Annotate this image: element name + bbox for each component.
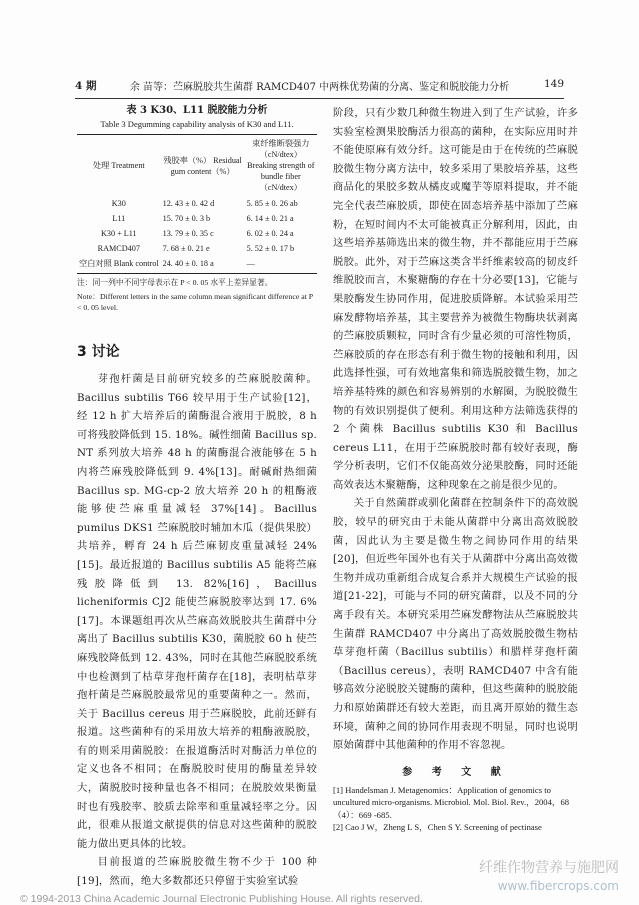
- col-header-strength: 束纤维断裂强力（cN/dtex） Breaking strength of bundle fiber（cN/dtex）: [245, 135, 317, 197]
- table-row: [77, 211, 317, 226]
- references-title: 参 考 文 献: [402, 766, 509, 778]
- paragraph: 目前报道的苎麻脱胶微生物不少于 100 种[19]，然而，绝大多数都还只停留于实验室试验: [77, 856, 317, 888]
- issue-number: 4 期: [75, 80, 97, 92]
- strength-cell: 5. 52 ± 0. 17 b: [246, 244, 295, 253]
- strength-cell: —: [245, 256, 317, 274]
- table-caption-en: Table 3 Degumming capability analysis of K30 and L11.: [100, 119, 294, 129]
- table-block: [77, 104, 317, 313]
- table-row: [77, 196, 317, 211]
- reference-item: [1] Handelsman J. Metagenomics：Application of genomics to uncultured micro-organisms. Microbiol. Mol. Biol. Rev.，2004，68（4）：669 -685.: [333, 784, 570, 820]
- treatment-cell: 空白对照 Blank control: [77, 256, 161, 274]
- header-rule: [75, 98, 564, 99]
- running-title: 余 苗等：苎麻脱胶共生菌群 RAMCD407 中两株优势菌的分离、鉴定和脱胶能力分析: [129, 82, 510, 93]
- left-body: [77, 370, 317, 891]
- treatment-cell: K30: [111, 199, 126, 208]
- watermark-en: www.fibercrops.com: [497, 879, 619, 893]
- watermark-cn: 纤维作物营养与施肥网: [479, 860, 619, 876]
- running-header: [75, 78, 564, 96]
- strength-cell: 5. 85 ± 0. 26 ab: [246, 199, 298, 208]
- degumming-table: [77, 134, 317, 274]
- reference-item: [2] Cao J W，Zheng L S，Chen S Y. Screening of pectinase: [333, 822, 542, 833]
- residual-cell: 13. 79 ± 0. 35 c: [162, 229, 214, 238]
- watermark: [479, 859, 619, 895]
- paragraph: 关于自然菌群或驯化菌群在控制条件下的高效脱胶，较早的研究由于未能从菌群中分离出高效脱胶菌，因此认为主要是微生物之间协同作用的结果[20]，但近些年国外也有关于从菌群中分离出高效微生物并成功重新组合成复合系并大规模生产试验的报道[21-22]，可能与不同的研究菌群，以及不同的分离手段有关。本研究采用苎麻发酵物法从苎麻脱胶共生菌群 RAMCD407 中分离出了高效脱胶微生物枯草芽孢杆菌（Bacillus subtilis）和腊样芽孢杆菌（Bacillus cereus），表明 RAMCD407 中含有能够高效分泌脱胶关键酶的菌种，但这些菌种的脱胶能力和原始菌群还有较大差距，而且离开原始的微生态环境，菌种之间的协同作用表现不明显，同时也说明原始菌群中其他菌种的作用不容忽视。: [333, 497, 578, 752]
- treatment-cell: K30 + L11: [100, 229, 137, 238]
- residual-cell: 12. 43 ± 0. 42 d: [162, 199, 215, 208]
- table-note-cn: 注：同一列中不同字母表示在 P < 0. 05 水平上差异显著。: [77, 278, 273, 287]
- treatment-cell: L11: [112, 214, 126, 223]
- table-row: [77, 256, 317, 274]
- strength-cell: 6. 14 ± 0. 21 a: [246, 214, 294, 223]
- table-row: [77, 241, 317, 256]
- paragraph: 阶段，只有少数几种微生物进入到了生产试验，许多实验室检测果胶酶活力很高的菌种，在实际应用时并不能使原麻有效分纤。这可能是由于在传统的苎麻脱胶微生物分离方法中，较多采用了果胶培养基，这些商品化的果胶多数从橘皮或魔芋等原料提取，并不能完全代表苎麻胶质，即使在固态培养基中添加了苎麻粉，在短时间内不太可能被真正分解利用，因此，由这些培养基筛选出来的微生物，并不都能应用于苎麻脱胶。此外，对于苎麻这类含半纤维素较高的韧皮纤维脱胶而言，木聚糖酶的存在十分必要[13]，它能与果胶酶发生协同作用，促进胶质降解。本试验采用苎麻发酵物培养基，其主要营养为被微生物酶块状剥离的苎麻胶质颗粒，同时含有少量必须的可溶性物质，苎麻胶质的存在形态有利于微生物的接触和利用，因此选择性强，可有效地富集和筛选脱胶微生物，加之培养基特殊的颜色和容易辨别的水解圈，为脱胶微生物的有效识别提供了便利。利用这种方法筛选获得的 2 个菌株 Bacillus subtilis K30 和 Bacillus cereus L11，在用于苎麻脱胶时都有较好表现，酶学分析表明，它们不仅能高效分泌果胶酶，同时还能高效表达木聚糖酶，这种现象在之前是很少见的。: [333, 107, 578, 491]
- right-body: [333, 104, 578, 834]
- page-number: 149: [543, 78, 564, 90]
- col-header-residual: 残胶率（%） Residual gum content（%）: [161, 135, 245, 197]
- residual-cell: 15. 70 ± 0. 3 b: [162, 214, 211, 223]
- residual-cell: 7. 68 ± 0. 21 e: [162, 244, 210, 253]
- section-heading: 3 讨论: [77, 344, 120, 360]
- copyright-text: © 1994-2013 China Academic Journal Electronic Publishing House. All rights reserved.: [20, 893, 423, 905]
- table-caption-cn: 表 3 K30、L11 脱胶能力分析: [126, 105, 268, 116]
- strength-cell: 6. 02 ± 0. 24 a: [246, 229, 294, 238]
- table-note-en: Note：Different letters in the same column mean significant difference at P < 0. 05 level.: [77, 292, 313, 312]
- col-header-treatment: 处理 Treatment: [77, 135, 161, 197]
- paragraph: 芽孢杆菌是目前研究较多的苎麻脱胶菌种。Bacillus subtilis T66 较早用于生产试验[12]，经 12 h 扩大培养后的菌酶混合液用于脱胶，8 h 可将残胶降低到 15. 18%。碱性细菌 Bacillus sp. NT 系列放大培养 48 h 的菌酶混合液能够在 5 h 内将苎麻残胶降低到 9. 4%[13]。耐碱耐热细菌 Bacillus sp. MG-cp-2 放大培养 20 h 的粗酶液能够使苎麻重量减轻 37%[14]。Bacillus pumilus DKS1 苎麻脱胶时辅加木瓜（提供果胶）共培养，孵育 24 h 后苎麻韧皮重量减轻 24%[15]。最近报道的 Bacillus subtilis A5 能将苎麻残胶降低到 13. 82%[16]，Bacillus licheniformis CJ2 能使苎麻脱胶率达到 17. 6%[17]。本课题组再次从苎麻高效脱胶共生菌群中分离出了 Bacillus subtilis K30，菌脱胶 60 h 使苎麻残胶降低到 12. 43%，同时在其他苎麻脱胶系统中也检测到了枯草芽孢杆菌存在[18]，表明枯草芽孢杆菌是苎麻脱胶最常见的重要菌种之一。然而，关于 Bacillus cereus 用于苎麻脱胶，此前还鲜有报道。这些菌种有的采用放大培养的粗酶液脱胶，有的则采用菌脱胶：在报道酶活时对酶活力单位的定义也各不相同；在酶脱胶时使用的酶量差异较大，菌脱胶时接种量也各不相同；在脱胶效果衡量时也有残胶率、胶质去除率和重量减轻率之分。因此，很难从报道文献提供的信息对这些菌种的脱胶能力做出更具体的比较。: [77, 373, 317, 850]
- treatment-cell: RAMCD407: [97, 244, 140, 253]
- table-row: [77, 226, 317, 241]
- residual-cell: 24. 40 ± 0. 18 a: [161, 256, 245, 274]
